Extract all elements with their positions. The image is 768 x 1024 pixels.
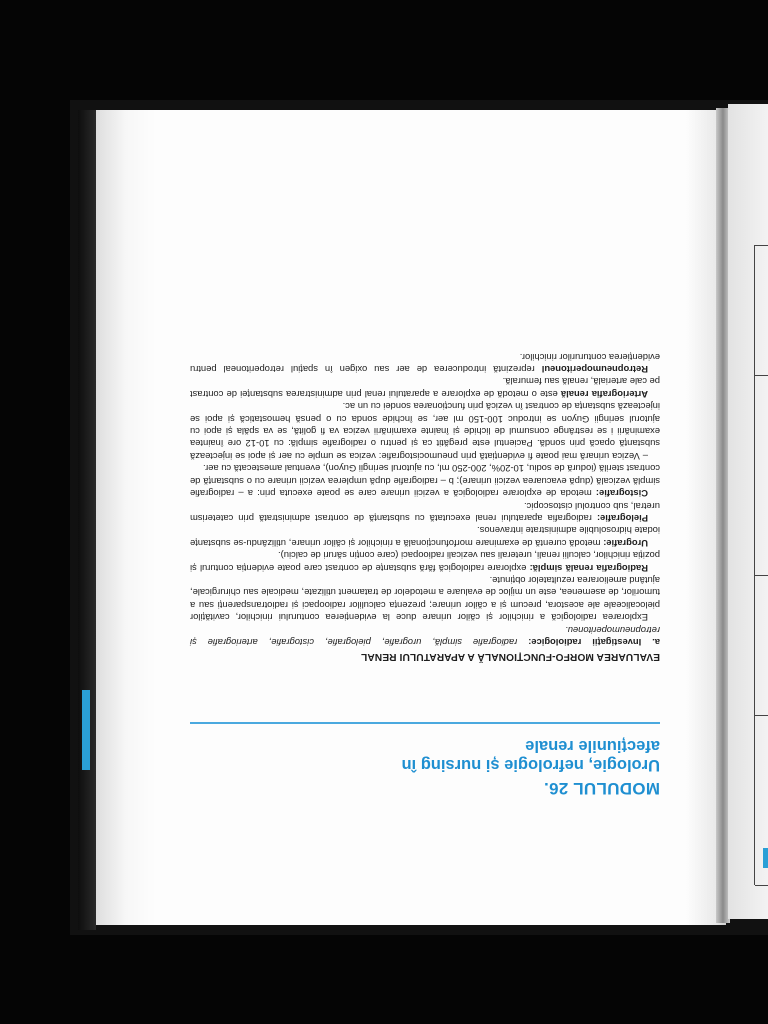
paragraph-urografie xyxy=(190,524,660,549)
paragraph-pielografie xyxy=(190,499,660,524)
paragraph-explorare xyxy=(190,574,660,624)
paragraph-text: este o metodă de explorare a aparatului renal prin administrarea substanței de contrast pe cale arterială, renală sau femurală. xyxy=(190,376,660,400)
paragraph-text: metodă curentă de examinare morfofuncțională a rinichilor și căilor urinare, utilizându-se substanțe iodate hidrosolubile administrate intravenos. xyxy=(190,525,660,549)
right-page-blue-mark xyxy=(763,848,768,868)
paragraph-lead: Pielografie: xyxy=(596,512,648,524)
paragraph-text: Explorarea radiologică a rinichilor și căilor urinare duce la evidențierea conturului rinichilor, cavităților pielocaliceale ale acestora, precum și a căilor urinare; prezența calculilor radioopaci și radiotransparenți sau a tumorilor, de asemenea, este un mijloc de evaluare a metodelor de tratament utilizate, medicale sau chirurgicale, ajutând ameliorarea rezultatelor obținute. xyxy=(190,574,660,624)
paragraph-text: metoda de explorare radiologică a vezicii urinare care se poate executa prin: a – radiografie simplă vezicală (după evacuarea vezicii urinare); b – radiografie după umplerea vezicii urinare cu o substanță de contrast sterilă (iodură de sodiu, 10-20%, 200-250 ml, cu ajutorul seringii Guyon), eventual amestecată cu aer. xyxy=(190,463,660,500)
book-spine-edge xyxy=(78,110,96,930)
paragraph-lead: a. Investigații radiologice: xyxy=(528,637,660,648)
paragraph-text: radiografie simplă, urografie, pielografie, cistografie, arteriografie și retropneumoperitoneu. xyxy=(190,624,660,648)
paragraph-lead: Retropneumoperitoneul xyxy=(541,364,648,376)
section-heading: EVALUAREA MORFO-FUNCȚIONALĂ A APARATULUI RENAL xyxy=(360,651,660,662)
paragraph-text: reprezintă introducerea de aer sau oxigen în spațiul retroperitoneal pentru evidențierea contururilor rinichilor. xyxy=(190,351,660,376)
paragraph-pneumocistografie xyxy=(190,400,660,462)
module-title: Urologie, nefrologie și nursing în afecțiunile renale xyxy=(401,737,660,774)
title-divider xyxy=(190,722,660,724)
paragraph-lead: Arteriografia renală xyxy=(560,388,648,400)
paragraph-text: – Vezica urinară mai poate fi evidențiată prin pneumocistografie: vezica se umple cu aer și apoi se injectează substanță opacă prin sondă. Pacientul este pregătit ca și pentru o radiografie simplă: cu 10-12 ore înaintea examinării i se restrânge consumul de lichide și înainte examinării vezica va fi golită, se va spăla și apoi cu ajutorul seringii Guyon se introduc 100-150 ml aer, se închide sonda cu o pensă hemostatică și apoi se injectează substanța de contrast în vezică prin funcționarea sondei cu un ac. xyxy=(190,401,660,462)
paragraph-arteriografie xyxy=(190,375,660,400)
module-number: MODULUL 26. xyxy=(543,779,660,798)
paragraph-lead: Cistografie: xyxy=(595,488,648,500)
paragraph-text: radiografia aparatului renal executată cu substanță de contrast administrată prin cateterism uretral, sub controlul cistoscopic. xyxy=(190,500,660,524)
paragraph-investigations xyxy=(190,623,660,648)
paragraph-lead: Radiografia renală simplă: xyxy=(529,562,648,574)
paragraph-radiografie xyxy=(190,549,660,574)
paragraph-cistografie xyxy=(190,462,660,499)
paragraph-retropneumoperitoneu xyxy=(190,350,660,375)
paragraph-text: explorare radiologică fără substanțe de contrast care poate evidenția conturul și poziția rinichilor, calculii renali, ureterali sau vezicali radioopaci (care conțin săruri de calciu). xyxy=(190,550,660,574)
page-content-upside-down xyxy=(190,148,660,798)
blue-edge-tab xyxy=(82,690,90,770)
paragraph-lead: Urografie: xyxy=(603,537,648,549)
right-page-table-edge xyxy=(754,245,768,885)
